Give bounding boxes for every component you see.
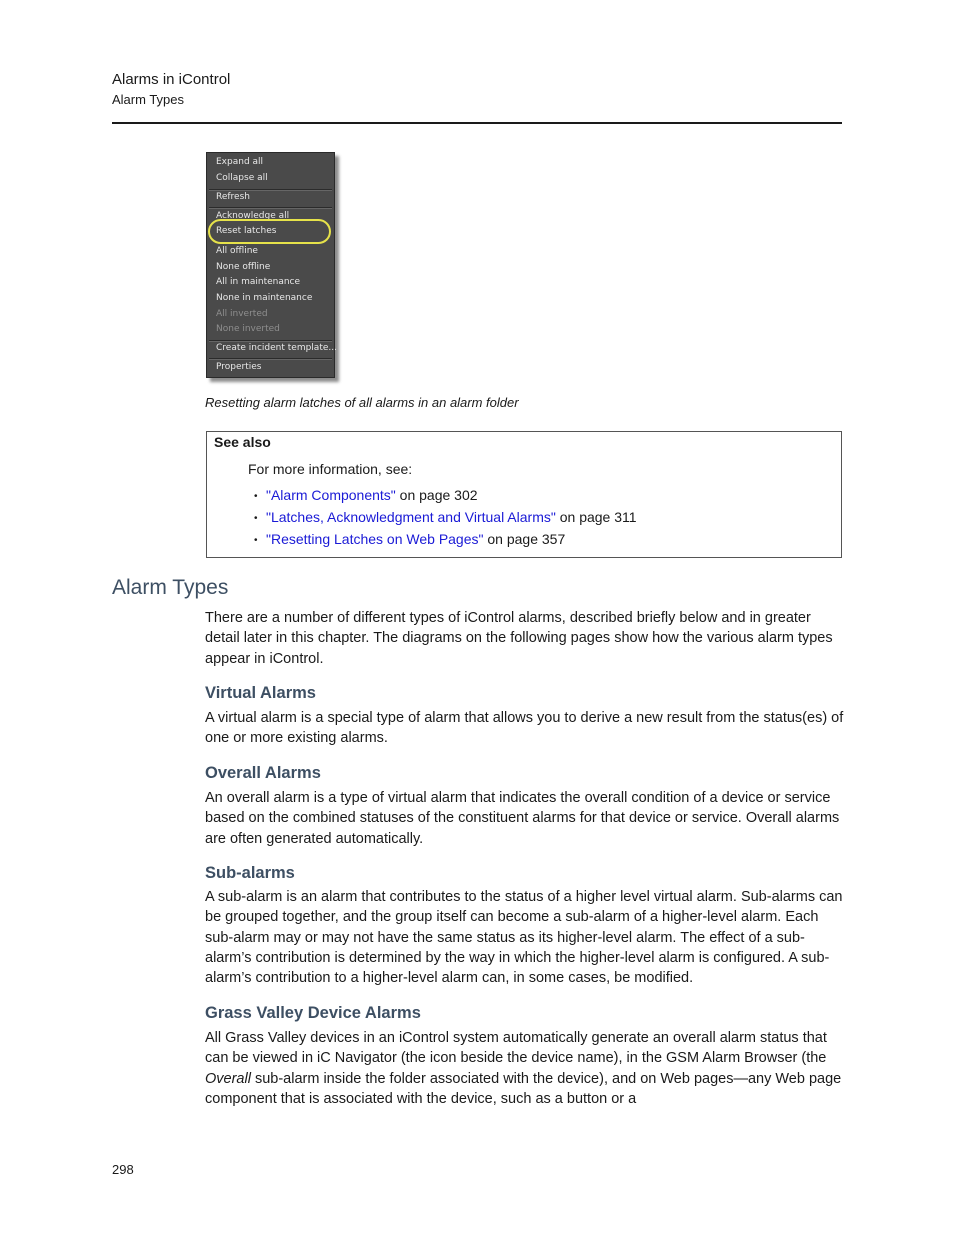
menu-item-all-in-maintenance[interactable]: All in maintenance bbox=[216, 277, 301, 287]
menu-item-none-in-maintenance[interactable]: None in maintenance bbox=[216, 293, 313, 303]
reset-latches-highlight-ring bbox=[208, 219, 331, 244]
menu-separator bbox=[209, 207, 332, 209]
emphasis-overall: Overall bbox=[205, 1070, 251, 1087]
bullet-icon: • bbox=[254, 490, 258, 502]
menu-item-collapse-all[interactable]: Collapse all bbox=[216, 173, 268, 183]
menu-item-refresh[interactable]: Refresh bbox=[216, 192, 250, 202]
virtual-alarms-heading: Virtual Alarms bbox=[205, 684, 316, 702]
page-reference: on page 357 bbox=[483, 531, 566, 547]
link-resetting-latches-web[interactable]: "Resetting Latches on Web Pages" bbox=[266, 531, 484, 547]
overall-alarms-paragraph: An overall alarm is a type of virtual alarm that indicates the overall condition of a device or service based on the combined statuses of the constituent alarms for that device or service. Overall alarms are often generated automatically. bbox=[205, 790, 840, 847]
menu-item-acknowledge-all[interactable]: Acknowledge all bbox=[216, 211, 290, 221]
menu-separator bbox=[209, 189, 332, 191]
see-also-title: See also bbox=[214, 434, 271, 450]
context-menu-screenshot bbox=[206, 152, 335, 378]
text-run: All Grass Valley devices in an iControl system automatically generate an overall alarm status that can be viewed in iC Navigator (the icon beside the device name), in the GSM Alarm Browser (the bbox=[205, 1030, 827, 1067]
page-number: 298 bbox=[112, 1162, 134, 1177]
see-also-item bbox=[254, 487, 478, 503]
menu-separator bbox=[209, 358, 332, 360]
see-also-intro: For more information, see: bbox=[248, 461, 413, 477]
text-run: sub-alarm inside the folder associated with the device), and on Web pages—any Web page component that is associated with the device, such as a button or a bbox=[205, 1070, 842, 1107]
menu-item-none-offline[interactable]: None offline bbox=[216, 262, 271, 272]
see-also-item bbox=[254, 531, 565, 547]
menu-separator bbox=[209, 340, 332, 342]
bullet-icon: • bbox=[254, 534, 258, 546]
menu-item-reset-latches[interactable]: Reset latches bbox=[216, 226, 277, 236]
running-header-chapter: Alarms in iControl bbox=[112, 71, 231, 88]
see-also-item bbox=[254, 509, 637, 525]
sub-alarms-heading: Sub-alarms bbox=[205, 864, 295, 882]
header-rule bbox=[112, 122, 842, 124]
menu-item-create-incident-template[interactable]: Create incident template... bbox=[216, 343, 337, 353]
gv-device-alarms-paragraph bbox=[205, 1028, 845, 1109]
virtual-alarms-paragraph: A virtual alarm is a special type of alarm that allows you to derive a new result from the status(es) of one or more existing alarms. bbox=[205, 710, 844, 747]
page-reference: on page 311 bbox=[555, 509, 637, 525]
bullet-icon: • bbox=[254, 512, 258, 524]
overall-alarms-heading: Overall Alarms bbox=[205, 764, 321, 782]
running-header-section: Alarm Types bbox=[112, 92, 185, 107]
sub-alarms-paragraph: A sub-alarm is an alarm that contributes to the status of a higher level virtual alarm. Sub-alarms can be grouped together, and the group itself can become a sub-alarm of a higher-level alarm. Each sub-alarm may or may not have the same status as its higher-level alarm. The effect of a sub-alarm’s contribution is determined by the way in which the higher-level alarm is configured. A sub-alarm’s contribution to a higher-level alarm can, in some cases, be modified. bbox=[205, 889, 843, 987]
menu-item-none-inverted: None inverted bbox=[216, 324, 280, 334]
page-reference: on page 302 bbox=[395, 487, 478, 503]
link-latches-acknowledgment[interactable]: "Latches, Acknowledgment and Virtual Alarms" bbox=[266, 509, 556, 525]
menu-item-all-inverted: All inverted bbox=[216, 309, 268, 319]
link-alarm-components[interactable]: "Alarm Components" bbox=[266, 487, 396, 503]
gv-device-alarms-heading: Grass Valley Device Alarms bbox=[205, 1004, 421, 1022]
menu-item-expand-all[interactable]: Expand all bbox=[216, 157, 264, 167]
figure-caption: Resetting alarm latches of all alarms in an alarm folder bbox=[205, 395, 519, 410]
intro-paragraph: There are a number of different types of iControl alarms, described briefly below and in greater detail later in this chapter. The diagrams on the following pages show how the various alarm types appear in iControl. bbox=[205, 610, 833, 667]
menu-item-all-offline[interactable]: All offline bbox=[216, 246, 258, 256]
menu-item-properties[interactable]: Properties bbox=[216, 362, 262, 372]
section-heading: Alarm Types bbox=[112, 576, 229, 599]
